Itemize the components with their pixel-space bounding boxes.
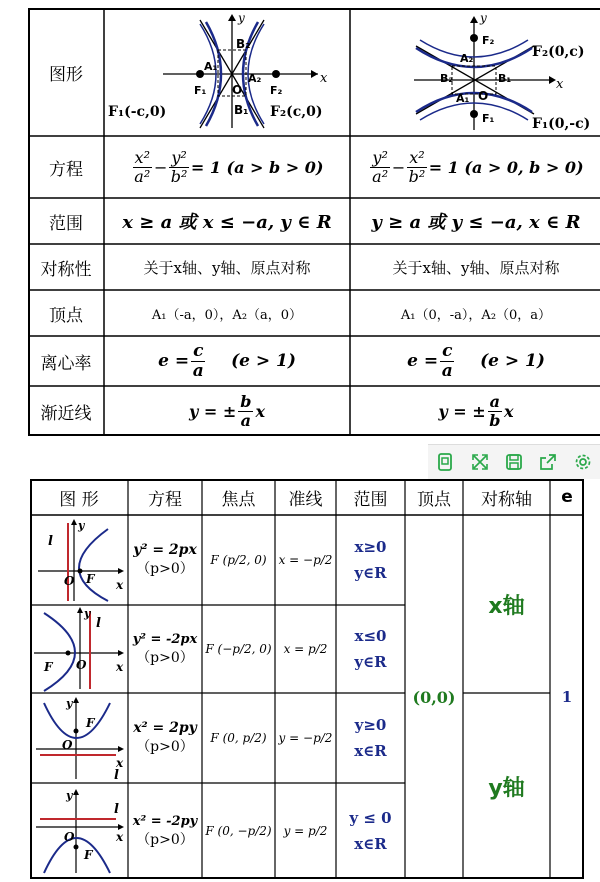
parabola-directrix-3: y = −p/2 bbox=[278, 731, 333, 745]
parabola-eq-1-cond: （p>0） bbox=[136, 561, 194, 577]
header-range: 范围 bbox=[353, 489, 388, 510]
fig4-x: x bbox=[116, 830, 124, 844]
fig-left-focus-right: F₂(c,0) bbox=[270, 104, 323, 120]
vertex-right: A₁（0，-a），A₂（0，a） bbox=[400, 307, 552, 323]
symmetry-right: 关于x轴、y轴、原点对称 bbox=[392, 258, 560, 277]
fig-left-o: O bbox=[232, 83, 243, 97]
fig-right-f2: F₂ bbox=[482, 34, 495, 47]
parabola-eq-3-cond: （p>0） bbox=[136, 739, 194, 755]
row-label-figure: 图形 bbox=[49, 64, 83, 85]
fig-left-b1: B₁ bbox=[234, 103, 249, 117]
fig-left-a2: A₂ bbox=[248, 72, 262, 85]
fig2-l: l bbox=[96, 616, 101, 631]
equation-left-cond: = 1 (a > b > 0) bbox=[190, 157, 324, 177]
parabola-range-3a: y≥0 bbox=[354, 716, 387, 734]
parabola-eq-2-cond: （p>0） bbox=[136, 649, 194, 666]
fig-right-focus-top: F₂(0,c) bbox=[532, 44, 585, 60]
header-focus: 焦点 bbox=[221, 489, 256, 510]
fig-right-focus-bottom: F₁(0,-c) bbox=[532, 116, 591, 132]
asymptote-left: y = ± $\frac{b}{a}$ x bbox=[189, 391, 265, 430]
parabola-directrix-1: x = −p/2 bbox=[278, 553, 333, 567]
range-right: y ≥ a 或 y ≤ −a, x ∈ R bbox=[371, 212, 581, 233]
row-label-eccentricity: 离心率 bbox=[40, 353, 92, 374]
parabola-eq-4-text: x² = -2py bbox=[132, 813, 198, 829]
fig1-y: y bbox=[78, 519, 85, 532]
page-icon[interactable] bbox=[434, 451, 456, 473]
fig1-f: F bbox=[86, 572, 95, 586]
parabola-range-4 bbox=[336, 783, 405, 879]
eccentricity-left: e = $\frac{c}{a}$ (e > 1) bbox=[158, 340, 296, 381]
fig-left-focus-left: F₁(-c,0) bbox=[108, 104, 167, 120]
row-label-equation: 方程 bbox=[49, 159, 83, 180]
fig3-x: x bbox=[116, 756, 124, 770]
header-equation: 方程 bbox=[148, 489, 182, 510]
parabola-range-3b: x∈R bbox=[354, 742, 387, 760]
fig2-x: x bbox=[116, 660, 124, 674]
hyperbola-table bbox=[28, 8, 600, 436]
fig1-x: x bbox=[116, 578, 124, 592]
parabola-eccentricity: 1 bbox=[561, 688, 573, 706]
symmetry-left: 关于x轴、y轴、原点对称 bbox=[143, 258, 311, 277]
fig-right-f1: F₁ bbox=[482, 112, 495, 125]
fig4-l: l bbox=[114, 802, 119, 817]
parabola-eq-3 bbox=[128, 693, 202, 783]
parabola-range-3 bbox=[336, 693, 405, 783]
fig3-o: O bbox=[62, 738, 73, 752]
fig3-y: y bbox=[66, 697, 73, 710]
fig3-l: l bbox=[114, 768, 119, 783]
fig-left-y: y bbox=[238, 11, 245, 25]
eccentricity-right: e = $\frac{c}{a}$ (e > 1) bbox=[407, 340, 545, 381]
parabola-table bbox=[30, 479, 584, 879]
parabola-down-figure bbox=[30, 783, 128, 879]
hyperbola-vertical-figure bbox=[354, 10, 600, 134]
save-icon[interactable] bbox=[503, 451, 525, 473]
row-label-vertex: 顶点 bbox=[49, 305, 83, 326]
fig2-y: y bbox=[84, 607, 91, 620]
row-label-asymptote: 渐近线 bbox=[40, 403, 92, 424]
asymptote-right-prefix: y = ± bbox=[438, 401, 486, 421]
fig-right-y: y bbox=[480, 11, 487, 25]
parabola-eq-4-cond: （p>0） bbox=[136, 831, 194, 848]
fig4-o: O bbox=[64, 830, 75, 844]
header-vertex: 顶点 bbox=[417, 489, 451, 510]
fig1-l: l bbox=[48, 534, 53, 549]
expand-icon[interactable] bbox=[469, 451, 491, 473]
parabola-focus-1: F (p/2, 0) bbox=[210, 553, 267, 567]
parabola-eq-2-text: y² = -2px bbox=[132, 631, 198, 647]
hyperbola-horizontal-figure bbox=[108, 10, 348, 134]
parabola-eq-1 bbox=[128, 515, 202, 605]
fig2-o: O bbox=[76, 658, 87, 672]
fig3-f: F bbox=[86, 716, 95, 730]
fig-right-b1: B₁ bbox=[498, 72, 512, 85]
parabola-eq-3-text: x² = 2py bbox=[133, 720, 197, 736]
parabola-left-figure bbox=[30, 605, 128, 693]
parabola-vertex: (0,0) bbox=[412, 687, 456, 707]
row-label-range: 范围 bbox=[49, 213, 83, 234]
fig-left-b2: B₂ bbox=[236, 37, 251, 51]
asymptote-left-prefix: y = ± bbox=[189, 401, 237, 421]
parabola-directrix-2: x = p/2 bbox=[283, 642, 328, 656]
eccentricity-right-cond: (e > 1) bbox=[480, 351, 545, 371]
fig4-f: F bbox=[84, 848, 93, 862]
fig-right-o: O bbox=[478, 89, 489, 103]
row-label-symmetry: 对称性 bbox=[40, 259, 92, 280]
fig2-f: F bbox=[44, 660, 53, 674]
fig-right-a2: A₂ bbox=[460, 52, 474, 65]
fig-right-a1: A₁ bbox=[456, 92, 470, 105]
parabola-range-2a: x≤0 bbox=[354, 627, 387, 645]
fig-right-x: x bbox=[556, 77, 564, 92]
parabola-directrix-4: y = p/2 bbox=[283, 824, 328, 838]
range-left: x ≥ a 或 x ≤ −a, y ∈ R bbox=[122, 212, 332, 233]
asymptote-right: y = ± $\frac{a}{b}$ x bbox=[438, 391, 514, 430]
fig-left-f2: F₂ bbox=[270, 84, 283, 97]
header-axis: 对称轴 bbox=[481, 489, 532, 510]
vertex-left: A₁（-a，0），A₂（a，0） bbox=[151, 307, 303, 323]
parabola-focus-3: F (0, p/2) bbox=[210, 731, 267, 745]
parabola-focus-2: F (−p/2, 0) bbox=[205, 642, 272, 656]
header-figure: 图 形 bbox=[59, 489, 99, 510]
parabola-axis-y: y轴 bbox=[488, 775, 525, 801]
parabola-up-figure bbox=[30, 693, 128, 783]
fig-left-a1: A₁ bbox=[204, 60, 218, 73]
header-directrix: 准线 bbox=[288, 489, 323, 510]
parabola-right-figure bbox=[30, 515, 128, 605]
fig-right-b2: B₂ bbox=[440, 72, 454, 85]
parabola-eq-1-text: y² = 2px bbox=[133, 542, 197, 558]
parabola-range-1b: y∈R bbox=[354, 564, 387, 582]
share-icon[interactable] bbox=[537, 451, 559, 473]
settings-icon[interactable] bbox=[572, 451, 594, 473]
image-toolbar bbox=[428, 444, 600, 479]
fig4-y: y bbox=[66, 789, 73, 802]
parabola-eq-4 bbox=[128, 783, 202, 879]
parabola-range-2 bbox=[336, 605, 405, 693]
fig-left-x: x bbox=[320, 71, 328, 86]
parabola-range-4b: x∈R bbox=[354, 835, 387, 853]
eccentricity-left-cond: (e > 1) bbox=[231, 351, 296, 371]
parabola-range-4a: y ≤ 0 bbox=[349, 809, 392, 827]
fig1-o: O bbox=[64, 574, 75, 588]
header-e: e bbox=[561, 487, 573, 507]
equation-right-cond: = 1 (a > 0, b > 0) bbox=[428, 157, 584, 177]
parabola-eq-2 bbox=[128, 605, 202, 693]
parabola-range-1a: x≥0 bbox=[354, 538, 387, 556]
fig-left-f1: F₁ bbox=[194, 84, 207, 97]
parabola-range-2b: y∈R bbox=[354, 653, 387, 671]
equation-right: $\frac{\text{y²}}{\text{a²}}$ − $\frac{\text{x²}}{\text{b²}}$ = 1 (a > 0, b > 0) bbox=[372, 147, 584, 186]
parabola-range-1 bbox=[336, 515, 405, 605]
parabola-axis-x: x轴 bbox=[488, 593, 525, 619]
parabola-focus-4: F (0, −p/2) bbox=[205, 824, 272, 838]
equation-left: $\frac{\text{x²}}{\text{a²}}$ − $\frac{\text{y²}}{\text{b²}}$ = 1 (a > b > 0) bbox=[134, 147, 324, 186]
